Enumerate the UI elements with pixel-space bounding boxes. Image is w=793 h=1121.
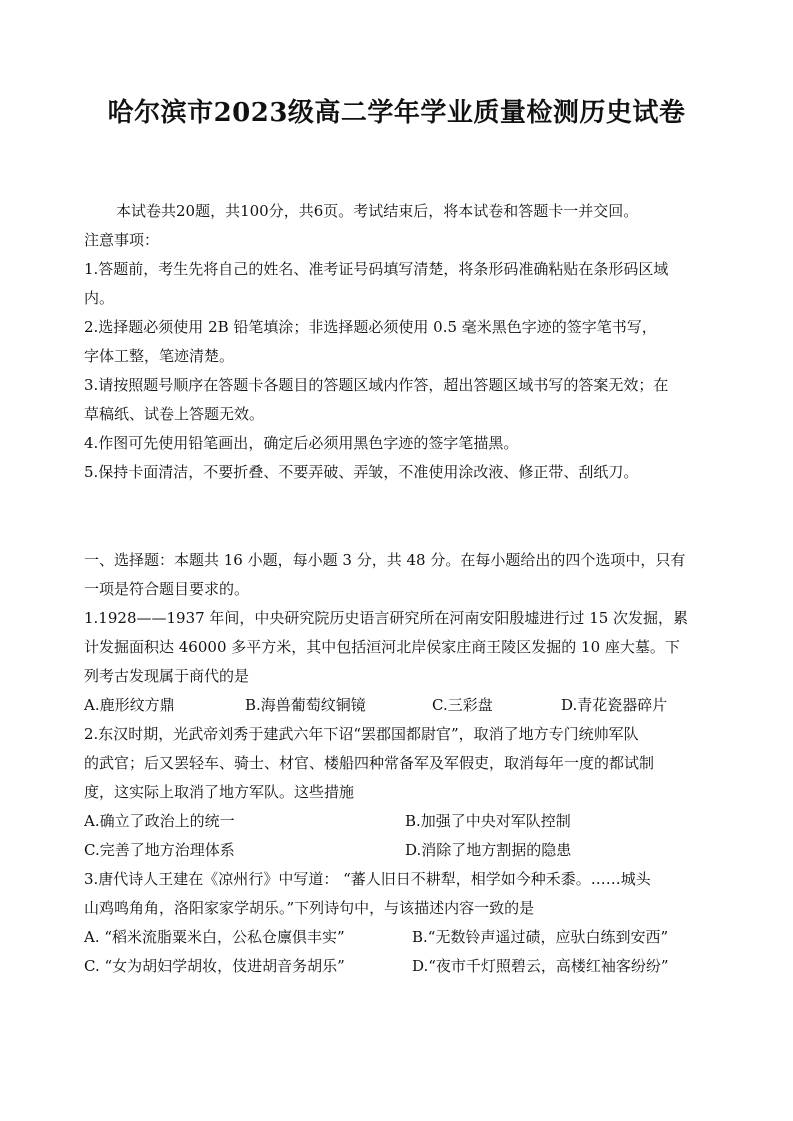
question-1-option-c: C.三彩盘: [432, 696, 493, 714]
question-2-option-b: B.加强了中央对军队控制: [405, 812, 571, 830]
exam-title: 哈尔滨市2023级高二学年学业质量检测历史试卷: [107, 98, 686, 128]
question-1-stem: 1.1928——1937 年间，中央研究院历史语言研究所在河南安阳殷墟进行过 15 次发掘，累: [84, 609, 689, 627]
question-1-option-d: D.青花瓷器碎片: [561, 696, 668, 714]
question-3-stem: 3.唐代诗人王建在《凉州行》中写道： “蕃人旧日不耕犁，相学如今种禾黍。……城头: [84, 870, 651, 888]
section-heading-cont: 一项是符合题目要求的。: [84, 580, 250, 598]
question-2-stem-2: 的武官；后又罢轻车、骑士、材官、楼船四种常备军及军假吏，取消每年一度的都试制: [84, 754, 655, 772]
question-3-option-d: D.“夜市千灯照碧云，高楼红袖客纷纷”: [412, 957, 669, 975]
section-heading: 一、选择题：本题共 16 小题，每小题 3 分，共 48 分。在每小题给出的四个选项中，只有: [84, 551, 686, 569]
intro-text: 本试卷共20题，共100分，共6页。考试结束后，将本试卷和答题卡一并交回。: [116, 202, 639, 220]
question-1-option-a: A.鹿形纹方鼎: [84, 696, 175, 714]
question-2-option-a: A.确立了政治上的统一: [84, 812, 235, 830]
notice-item-4: 4.作图可先使用铅笔画出，确定后必须用黑色字迹的签字笔描黑。: [84, 434, 519, 452]
notice-item-5: 5.保持卡面清洁，不要折叠、不要弄破、弄皱，不准使用涂改液、修正带、刮纸刀。: [84, 463, 639, 481]
question-2-stem-3: 度，这实际上取消了地方军队。这些措施: [84, 783, 355, 801]
question-1-option-b: B.海兽葡萄纹铜镜: [245, 696, 366, 714]
question-3-option-c: C. “女为胡妇学胡妆，伎进胡音务胡乐”: [84, 957, 345, 975]
notice-item-3: 3.请按照题号顺序在答题卡各题目的答题区域内作答，超出答题区域书写的答案无效；在: [84, 376, 669, 394]
question-1-stem-2: 计发掘面积达 46000 多平方米，其中包括洹河北岸侯家庄商王陵区发掘的 10 座大墓。下: [84, 638, 680, 656]
question-2-option-d: D.消除了地方割据的隐患: [405, 841, 572, 859]
question-3-stem-2: 山鸡鸣角角，洛阳家家学胡乐。”下列诗句中，与该描述内容一致的是: [84, 899, 535, 917]
notice-item-2: 2.选择题必须使用 2B 铅笔填涂；非选择题必须使用 0.5 毫米黑色字迹的签字笔书写，: [84, 318, 657, 336]
question-2-stem: 2.东汉时期，光武帝刘秀于建武六年下诏“罢郡国都尉官”，取消了地方专门统帅军队: [84, 725, 639, 743]
notice-item-1-cont: 内。: [84, 289, 115, 307]
notice-item-3-cont: 草稿纸、试卷上答题无效。: [84, 405, 265, 423]
notice-item-2-cont: 字体工整，笔迹清楚。: [84, 347, 235, 365]
question-2-option-c: C.完善了地方治理体系: [84, 841, 235, 859]
question-1-stem-3: 列考古发现属于商代的是: [84, 667, 250, 685]
question-3-option-b: B.“无数铃声遥过碛，应驮白练到安西”: [412, 928, 669, 946]
notice-heading: 注意事项：: [84, 231, 160, 249]
question-3-option-a: A. “稻米流脂粟米白，公私仓廪俱丰实”: [84, 928, 345, 946]
notice-item-1: 1.答题前，考生先将自己的姓名、准考证号码填写清楚，将条形码准确粘贴在条形码区域: [84, 260, 669, 278]
